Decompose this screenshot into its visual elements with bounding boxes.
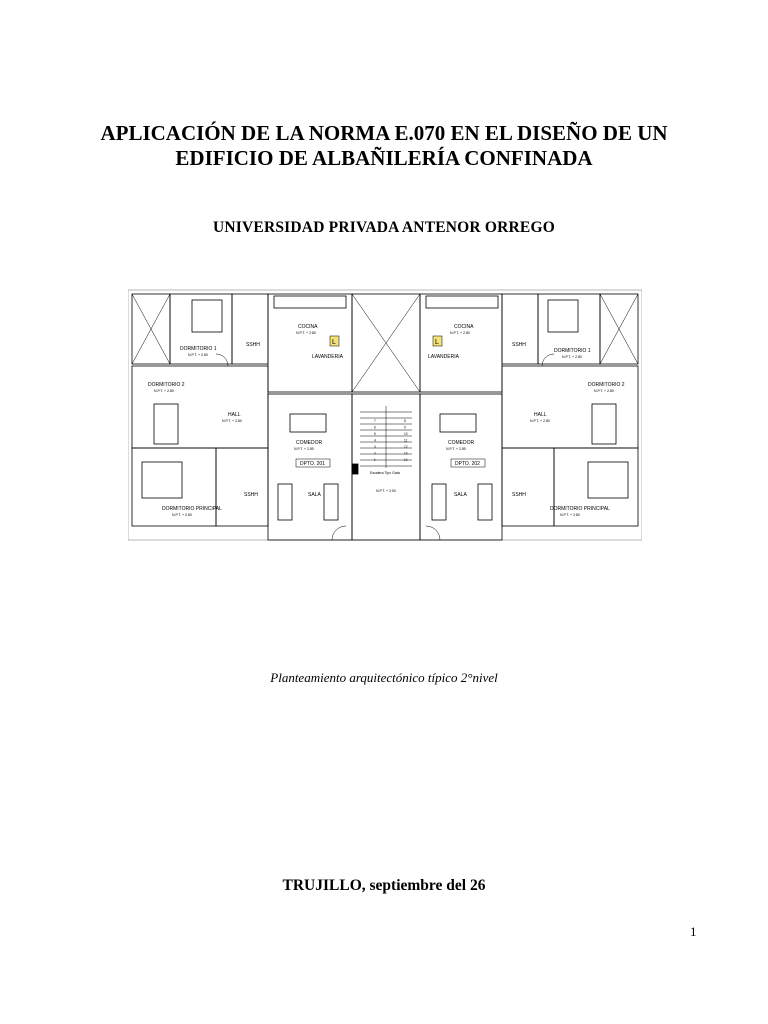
page-number: 1 [690,924,697,939]
level-stair: N.P.T. + 2.50 [376,489,396,493]
stair-step-number: 1 [374,458,376,462]
kitchen-marker-right: L [435,339,439,346]
bed-principal-right [588,462,628,498]
bed-principal-left [142,462,182,498]
label-sala-left: SALA [308,492,321,498]
label-dorm-principal-right: DORMITORIO PRINCIPAL [550,506,610,512]
stair-step-number: 3 [374,445,376,449]
room-cocina-left [268,294,352,392]
room-sshh-top-left [232,294,268,364]
room-hall-left [132,366,268,448]
label-sshh-bottom-left: SSHH [244,492,258,498]
level-cocina-right: N.P.T. + 2.80 [450,331,470,335]
kitchen-marker-left: L [332,339,336,346]
label-sala-right: SALA [454,492,467,498]
label-dorm-principal-left: DORMITORIO PRINCIPAL [162,506,222,512]
room-sshh-top-right [502,294,538,364]
stair-step-number: 11 [404,438,408,443]
title-line-1: APLICACIÓN DE LA NORMA E.070 EN EL DISEÑO DE UN [100,121,668,145]
label-sshh-top-right: SSHH [512,342,526,348]
level-dorm1-right: N.P.T. + 2.80 [562,355,582,359]
university-name: UNIVERSIDAD PRIVADA ANTENOR ORREGO [213,219,555,236]
label-dpto-left: DPTO. 201 [300,461,325,467]
counter-left [274,296,346,308]
level-dorm2-left: N.P.T. + 2.80 [154,389,174,393]
level-principal-right: N.P.T. + 2.80 [560,513,580,517]
room-sshh-bottom-left [216,448,268,526]
label-cocina-left: COCINA [298,324,318,330]
level-dorm2-right: N.P.T. + 2.80 [594,389,614,393]
label-cocina-right: COCINA [454,324,474,330]
label-sshh-bottom-right: SSHH [512,492,526,498]
stair-step-numbers [374,419,408,462]
label-hall-left: HALL [228,412,241,418]
sofa-left-2 [324,484,338,520]
sofa-right [432,484,446,520]
level-hall-right: N.P.T. + 2.80 [530,419,550,423]
stair-step-number: 4 [374,438,376,443]
bed-dorm2-right [592,404,616,444]
document-title [0,121,768,171]
stair-step-number: 7 [374,419,376,423]
room-cocina-right [420,294,502,392]
bed-dorm2-left [154,404,178,444]
level-principal-left: N.P.T. + 2.80 [172,513,192,517]
bed-dorm1-right [548,300,578,332]
place-and-date: TRUJILLO, septiembre del 26 [282,877,486,894]
level-comedor-right: N.P.T. + 2.80 [446,447,466,451]
label-sshh-top-left: SSHH [246,342,260,348]
level-comedor-left: N.P.T. + 2.80 [294,447,314,451]
counter-right [426,296,498,308]
stair-step-number: 13 [404,451,408,456]
figure-caption: Planteamiento arquitectónico típico 2°nivel [270,670,498,685]
label-dorm1-left: DORMITORIO 1 [180,346,217,352]
label-lavanderia-right: LAVANDERIA [428,354,459,360]
stair-step-number: 6 [374,425,376,430]
stair-step-number: 12 [404,445,408,449]
sofa-left [278,484,292,520]
stair-step-number: 14 [404,458,408,462]
label-dorm2-right: DORMITORIO 2 [588,382,625,388]
room-hall-right [502,366,638,448]
label-dpto-right: DPTO. 202 [455,461,480,467]
label-comedor-right: COMEDOR [448,440,475,446]
label-dorm1-right: DORMITORIO 1 [554,348,591,354]
stair-step-number: 5 [374,432,376,436]
label-lavanderia-left: LAVANDERIA [312,354,343,360]
sofa-right-2 [478,484,492,520]
bed-dorm1-left [192,300,222,332]
plan-outline [128,290,642,540]
room-sshh-bottom-right [502,448,554,526]
stair-step-number: 10 [404,432,408,436]
floor-plan-drawing [128,286,642,544]
label-hall-right: HALL [534,412,547,418]
title-line-2: EDIFICIO DE ALBAÑILERÍA CONFINADA [175,146,593,170]
label-comedor-left: COMEDOR [296,440,323,446]
stair-column [352,464,358,474]
stair-step-number: 8 [404,419,406,423]
level-dorm1-left: N.P.T. + 2.80 [188,353,208,357]
level-cocina-left: N.P.T. + 2.80 [296,331,316,335]
stair-step-number: 9 [404,425,406,430]
label-stair: Escalera Tipo Gata [370,471,400,475]
level-hall-left: N.P.T. + 2.80 [222,419,242,423]
stair-step-number: 2 [374,451,376,456]
dining-table-right [440,414,476,432]
dining-table-left [290,414,326,432]
label-dorm2-left: DORMITORIO 2 [148,382,185,388]
